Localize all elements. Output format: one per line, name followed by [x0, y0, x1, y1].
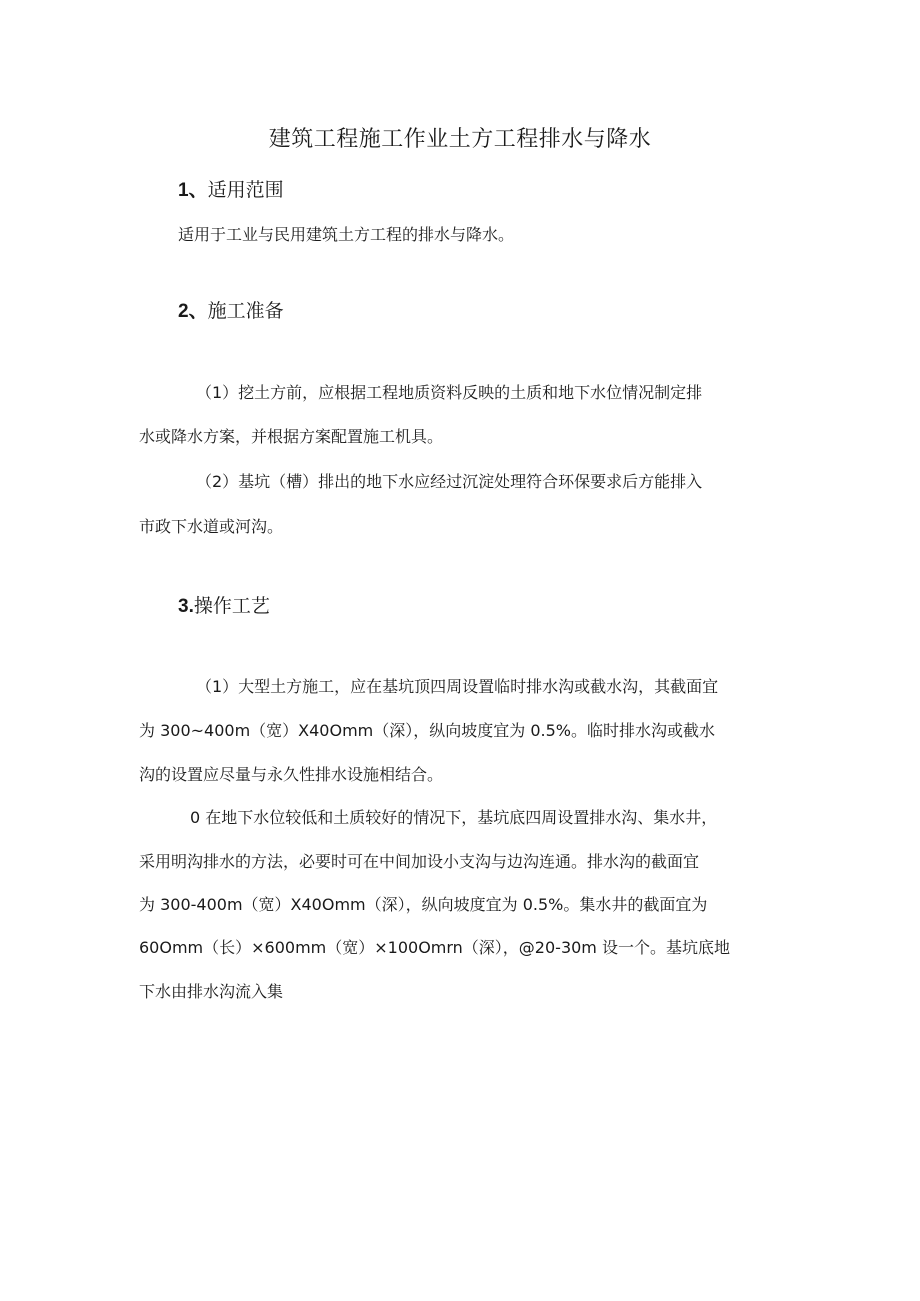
section-3-line-6: 为 300-400m（宽）X40Omm（深），纵向坡度宜为 0.5%。集水井的截面宜为 — [139, 895, 708, 914]
section-2-heading — [178, 297, 284, 326]
section-1-heading — [178, 176, 284, 205]
section-3-title: 操作工艺 — [193, 595, 270, 617]
section-3-line-1: （1）大型土方施工，应在基坑顶四周设置临时排水沟或截水沟，其截面宜 — [196, 677, 719, 696]
section-1-title: 适用范围 — [207, 179, 284, 201]
section-2-line-1: （1）挖土方前，应根据工程地质资料反映的土质和地下水位情况制定排 — [196, 383, 703, 402]
section-3-line-5: 采用明沟排水的方法，必要时可在中间加设小支沟与边沟连通。排水沟的截面宜 — [139, 852, 700, 871]
section-3-line-3: 沟的设置应尽量与永久性排水设施相结合。 — [139, 765, 444, 784]
document-title: 建筑工程施工作业土方工程排水与降水 — [268, 127, 652, 152]
section-3-line-8: 下水由排水沟流入集 — [139, 982, 284, 1001]
section-1-number: 1、 — [178, 180, 208, 201]
section-3-heading — [178, 592, 270, 621]
section-2-line-3: （2）基坑（槽）排出的地下水应经过沉淀处理符合环保要求后方能排入 — [196, 472, 703, 491]
section-2-line-2: 水或降水方案，并根据方案配置施工机具。 — [139, 427, 444, 446]
section-3-line-2: 为 300~400m（宽）X40Omm（深），纵向坡度宜为 0.5%。临时排水沟或截水 — [139, 721, 715, 740]
section-2-line-4: 市政下水道或河沟。 — [139, 517, 284, 536]
section-2-title: 施工准备 — [207, 300, 284, 322]
section-1-line-1: 适用于工业与民用建筑土方工程的排水与降水。 — [178, 225, 515, 244]
section-3-line-7: 60Omm（长）×600mm（宽）×100Omrn（深），@20-30m 设一个。基坑底地 — [139, 938, 730, 957]
section-2-number: 2、 — [178, 301, 208, 322]
section-3-line-4: 0 在地下水位较低和土质较好的情况下，基坑底四周设置排水沟、集水井， — [190, 808, 718, 827]
section-3-number: 3. — [178, 596, 194, 617]
